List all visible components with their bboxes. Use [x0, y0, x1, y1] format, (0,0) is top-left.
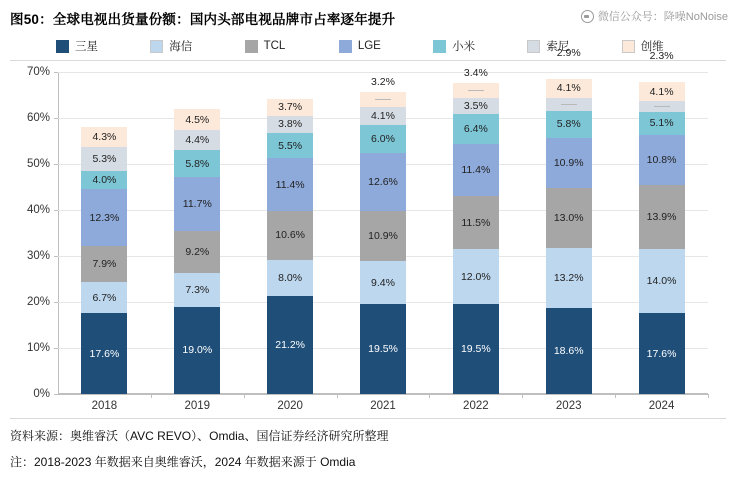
- bar-value-label: 4.3%: [92, 130, 117, 143]
- y-axis-tick-label: 20%: [26, 296, 50, 308]
- source-note: 资料来源：奥维睿沃（AVC REVO）、Omdia、国信证券经济研究所整理: [10, 429, 389, 443]
- gridline: [58, 394, 708, 395]
- bar-value-label: 14.0%: [646, 274, 677, 287]
- bar-value-label: 6.7%: [92, 291, 117, 304]
- bar-value-label: 18.6%: [553, 345, 584, 358]
- x-axis-tick-label: 2018: [91, 400, 118, 412]
- bar-value-label: 11.5%: [461, 216, 491, 229]
- x-axis-tick-mark: [522, 394, 523, 398]
- legend-swatch-icon: [150, 40, 163, 53]
- bar-value-label: 13.2%: [553, 272, 584, 285]
- legend-item-4[interactable]: [339, 40, 433, 53]
- bar-value-label: 3.8%: [278, 118, 303, 131]
- legend-swatch-icon: [56, 40, 69, 53]
- x-axis-tick-label: 2020: [277, 400, 303, 412]
- bar-value-label: 19.0%: [182, 344, 213, 357]
- y-axis-tick-label: 40%: [26, 204, 50, 216]
- x-axis-tick-label: 2024: [648, 400, 675, 412]
- bar-value-label: 9.4%: [371, 276, 395, 289]
- bar-value-label: 3.4%: [463, 66, 488, 79]
- bar-value-label: 11.7%: [182, 197, 212, 210]
- y-axis-tick-label: 50%: [26, 158, 50, 170]
- label-leader-line: [561, 104, 577, 105]
- x-axis-tick-mark: [615, 394, 616, 398]
- bar-value-label: 8.0%: [278, 272, 303, 285]
- legend-swatch-icon: [245, 40, 258, 53]
- bar-value-label: 21.2%: [275, 339, 306, 352]
- bar-value-label: 5.8%: [556, 118, 581, 131]
- x-axis-tick-mark: [337, 394, 338, 398]
- legend-label: 索尼: [546, 41, 570, 53]
- x-axis-tick-label: 2019: [184, 400, 211, 412]
- footer-divider: [10, 418, 726, 419]
- legend-item-3[interactable]: [245, 40, 339, 53]
- bar-value-label: 5.5%: [278, 139, 303, 152]
- page-title: 图50：全球电视出货量份额：国内头部电视品牌市占率逐年提升: [10, 12, 396, 27]
- legend-item-5[interactable]: [433, 38, 527, 54]
- x-axis-tick-mark: [151, 394, 152, 398]
- footnote: 注：2018-2023 年数据来自奥维睿沃，2024 年数据来源于 Omdia: [10, 455, 356, 469]
- bar-value-label: 7.3%: [185, 283, 210, 296]
- bar-value-label: 3.2%: [371, 75, 395, 88]
- bar-value-label: 5.8%: [185, 157, 210, 170]
- bar-value-label: 13.0%: [553, 211, 584, 224]
- x-axis-tick-label: 2023: [555, 400, 582, 412]
- bar-value-label: 9.2%: [185, 245, 210, 258]
- bar-value-label: 10.8%: [646, 153, 677, 166]
- bar-value-label: 10.9%: [553, 156, 584, 169]
- camera-icon: [581, 10, 594, 23]
- bar-value-label: 3.5%: [463, 100, 488, 113]
- y-axis-tick-label: 10%: [26, 342, 50, 354]
- bar-value-label: 5.3%: [92, 152, 117, 165]
- legend-divider: [10, 60, 726, 61]
- legend-item-2[interactable]: [150, 38, 244, 54]
- bar-value-label: 13.9%: [646, 210, 677, 223]
- bar-value-label: 4.4%: [185, 134, 210, 147]
- legend-label: LGE: [357, 40, 381, 52]
- y-axis-tick-mark: [54, 394, 58, 395]
- bar-value-label: 19.5%: [368, 343, 398, 356]
- y-axis-tick-label: 70%: [26, 66, 50, 78]
- bar-value-label: 12.6%: [368, 175, 398, 188]
- bar-value-label: 2.3%: [649, 50, 674, 63]
- y-axis-tick-label: 60%: [26, 112, 50, 124]
- bar-value-label: 12.3%: [89, 211, 120, 224]
- bar-value-label: 11.4%: [275, 178, 305, 191]
- legend-label: 小米: [452, 41, 476, 53]
- y-axis-tick-label: 30%: [26, 250, 50, 262]
- bar-value-label: 17.6%: [646, 347, 677, 360]
- bar-value-label: 4.1%: [371, 109, 395, 122]
- x-axis-tick-mark: [244, 394, 245, 398]
- bar-value-label: 7.9%: [92, 258, 117, 271]
- bar-value-label: 11.4%: [461, 163, 491, 176]
- bar-value-label: 5.1%: [649, 117, 674, 130]
- label-leader-line: [468, 90, 484, 91]
- legend-item-1[interactable]: [56, 38, 150, 54]
- legend-label: 海信: [169, 41, 193, 53]
- bar-value-label: 4.1%: [649, 85, 674, 98]
- bar-value-label: 6.0%: [371, 133, 395, 146]
- x-axis-tick-mark: [429, 394, 430, 398]
- watermark-label: 微信公众号：降噪NoNoise: [597, 11, 728, 23]
- bar-value-label: 17.6%: [89, 347, 120, 360]
- watermark: [581, 8, 728, 24]
- legend-label: 创维: [640, 41, 664, 53]
- legend-swatch-icon: [433, 40, 446, 53]
- x-axis-tick-label: 2021: [370, 400, 396, 412]
- legend-swatch-icon: [339, 40, 352, 53]
- bar-value-label: 2.9%: [556, 46, 581, 59]
- bar-value-label: 3.7%: [278, 101, 303, 114]
- label-leader-line: [654, 106, 670, 107]
- bar-value-label: 4.1%: [556, 82, 581, 95]
- bar-value-label: 19.5%: [460, 343, 491, 356]
- x-axis-tick-label: 2022: [463, 400, 489, 412]
- legend-label: TCL: [263, 40, 286, 52]
- bar-value-label: 6.4%: [463, 123, 488, 136]
- legend-swatch-icon: [527, 40, 540, 53]
- x-axis-tick-mark: [708, 394, 709, 398]
- label-leader-line: [375, 99, 391, 100]
- legend-label: 三星: [75, 41, 98, 53]
- bar-value-label: 10.6%: [275, 229, 306, 242]
- chart-legend: [56, 38, 716, 54]
- bar-value-label: 4.0%: [92, 174, 117, 187]
- bar-value-label: 12.0%: [460, 270, 491, 283]
- y-axis-tick-label: 0%: [33, 388, 50, 400]
- bar-value-label: 4.5%: [185, 113, 210, 126]
- legend-swatch-icon: [622, 40, 635, 53]
- bar-value-label: 10.9%: [368, 229, 398, 242]
